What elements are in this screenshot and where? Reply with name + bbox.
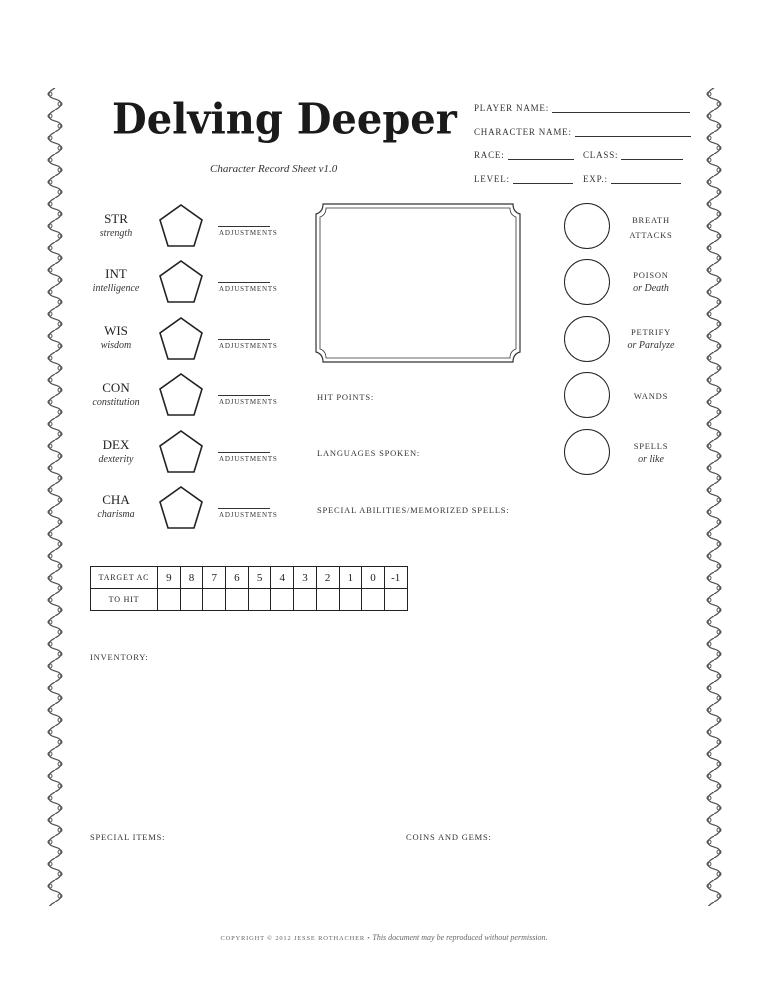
adjustment-line[interactable] (218, 282, 270, 283)
ability-abbr: DEX (102, 437, 130, 452)
pentagon-score-box[interactable] (158, 259, 204, 305)
to-hit-cell[interactable] (158, 589, 181, 611)
to-hit-cell[interactable] (362, 589, 385, 611)
pentagon-score-box[interactable] (158, 429, 204, 475)
left-vine-border (44, 88, 66, 906)
player-name-label: PLAYER NAME: (474, 103, 550, 113)
race-field[interactable] (474, 150, 574, 160)
to-hit-cell[interactable] (384, 589, 407, 611)
ability-full-name: intelligence (92, 283, 140, 294)
ac-value-cell: 4 (271, 567, 294, 589)
ability-full-name: wisdom (100, 340, 132, 351)
to-hit-cell[interactable] (316, 589, 339, 611)
copyright-footer (0, 933, 768, 942)
adjustment-line[interactable] (218, 339, 270, 340)
pentagon-score-box[interactable] (158, 372, 204, 418)
hit-points-label: HIT POINTS: (317, 392, 375, 402)
character-name-label: CHARACTER NAME: (474, 127, 572, 137)
to-hit-cell[interactable] (271, 589, 294, 611)
to-hit-label: TO HIT (91, 589, 158, 611)
right-vine-border (703, 88, 725, 906)
exp-field[interactable] (583, 174, 681, 184)
to-hit-cell[interactable] (203, 589, 226, 611)
special-items-label: SPECIAL ITEMS: (90, 832, 166, 842)
sheet-subtitle: Character Record Sheet v1.0 (210, 163, 338, 175)
copyright-notice: This document may be reproduced without permission. (372, 933, 548, 942)
adjustment-label: ADJUSTMENTS (219, 511, 278, 519)
player-name-line[interactable] (552, 103, 690, 113)
ability-abbr: CON (102, 380, 130, 395)
character-name-line[interactable] (575, 127, 691, 137)
level-field[interactable] (474, 174, 573, 184)
save-label: PETRIFY (630, 327, 672, 337)
save-label: POISON (633, 270, 669, 280)
adjustment-label: ADJUSTMENTS (219, 285, 278, 293)
pentagon-score-box[interactable] (158, 203, 204, 249)
class-line[interactable] (621, 150, 683, 160)
character-name-field[interactable] (474, 127, 691, 137)
adjustment-line[interactable] (218, 226, 270, 227)
inventory-label: INVENTORY: (90, 652, 149, 662)
ability-full-name: dexterity (98, 454, 134, 465)
save-circle[interactable] (564, 372, 610, 418)
ac-value-cell: 9 (158, 567, 181, 589)
save-label-line2: or Paralyze (627, 340, 675, 351)
to-hit-cell[interactable] (248, 589, 271, 611)
ability-abbr: CHA (102, 492, 130, 507)
ac-value-cell: 5 (248, 567, 271, 589)
to-hit-cell[interactable] (180, 589, 203, 611)
ac-value-cell: 0 (362, 567, 385, 589)
adjustment-label: ADJUSTMENTS (219, 455, 278, 463)
save-label: BREATH (632, 215, 670, 225)
level-label: LEVEL: (474, 174, 510, 184)
ac-value-cell: 2 (316, 567, 339, 589)
ability-abbr: STR (104, 211, 128, 226)
player-name-field[interactable] (474, 103, 690, 113)
race-label: RACE: (474, 150, 505, 160)
target-ac-label: TARGET AC (91, 567, 158, 589)
adjustment-label: ADJUSTMENTS (219, 342, 278, 350)
ac-value-cell: 8 (180, 567, 203, 589)
special-abilities-label: SPECIAL ABILITIES/MEMORIZED SPELLS: (317, 505, 510, 515)
target-ac-row (91, 567, 408, 589)
save-label: WANDS (633, 391, 669, 401)
save-label-line2: or Death (633, 283, 669, 294)
ac-value-cell: 7 (203, 567, 226, 589)
adjustment-line[interactable] (218, 508, 270, 509)
adjustment-label: ADJUSTMENTS (219, 398, 278, 406)
save-label: SPELLS (633, 441, 669, 451)
save-circle[interactable] (564, 259, 610, 305)
adjustment-label: ADJUSTMENTS (219, 229, 278, 237)
exp-line[interactable] (611, 174, 681, 184)
ability-full-name: constitution (92, 397, 140, 408)
save-label-line2: ATTACKS (629, 230, 673, 240)
ability-full-name: strength (99, 228, 133, 239)
adjustment-line[interactable] (218, 452, 270, 453)
ability-abbr: INT (105, 266, 127, 281)
ac-value-cell: 1 (339, 567, 362, 589)
ability-full-name: charisma (97, 509, 135, 520)
pentagon-score-box[interactable] (158, 485, 204, 531)
adjustment-line[interactable] (218, 395, 270, 396)
class-label: CLASS: (583, 150, 619, 160)
save-label-line2: or like (638, 454, 664, 465)
save-circle[interactable] (564, 429, 610, 475)
pentagon-score-box[interactable] (158, 316, 204, 362)
to-hit-row (91, 589, 408, 611)
sheet-title: Delving Deeper (112, 94, 457, 145)
race-line[interactable] (508, 150, 574, 160)
coins-gems-label: COINS AND GEMS: (406, 832, 492, 842)
to-hit-cell[interactable] (339, 589, 362, 611)
to-hit-cell[interactable] (226, 589, 249, 611)
to-hit-table (90, 566, 408, 611)
class-field[interactable] (583, 150, 683, 160)
ac-value-cell: -1 (384, 567, 407, 589)
ac-value-cell: 6 (226, 567, 249, 589)
to-hit-cell[interactable] (294, 589, 317, 611)
portrait-frame[interactable] (315, 203, 521, 363)
ability-abbr: WIS (104, 323, 128, 338)
languages-label: LANGUAGES SPOKEN: (317, 448, 421, 458)
ac-value-cell: 3 (294, 567, 317, 589)
copyright-text: COPYRIGHT © 2012 JESSE ROTHACHER • (220, 935, 371, 942)
level-line[interactable] (513, 174, 573, 184)
save-circle[interactable] (564, 316, 610, 362)
exp-label: EXP.: (583, 174, 608, 184)
save-circle[interactable] (564, 203, 610, 249)
